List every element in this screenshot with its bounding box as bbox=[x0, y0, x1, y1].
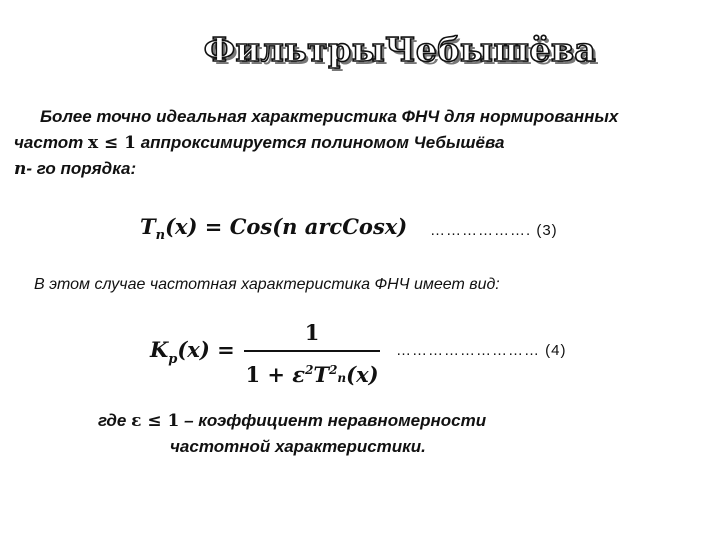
where-line-1 bbox=[98, 408, 698, 434]
where-clause bbox=[98, 408, 698, 460]
eq4-numerator: 1 bbox=[304, 320, 320, 345]
eq4-lhs-symbol: K bbox=[150, 337, 169, 362]
eq3-lhs: T bbox=[140, 214, 156, 239]
eq4-den-t-subscript: n bbox=[337, 371, 347, 385]
eq4-fraction bbox=[242, 318, 382, 385]
eq4-lhs bbox=[150, 337, 235, 367]
eq4-number: ……………………… (4) bbox=[396, 342, 567, 359]
fraction-bar bbox=[244, 350, 380, 352]
condition-math: x ≤ 1 bbox=[87, 133, 136, 153]
intro-line-3 bbox=[14, 156, 704, 182]
eq4-den-one: 1 + bbox=[245, 362, 293, 387]
intro-line-2-text: частот bbox=[14, 133, 88, 152]
eq4-den-epsilon: ε bbox=[292, 362, 306, 387]
eq4-den-arg: (x) bbox=[346, 362, 379, 387]
where-line-2: частотной характеристики. bbox=[170, 437, 426, 456]
order-variable: n bbox=[14, 159, 27, 179]
eq4-lhs-subscript: p bbox=[168, 352, 178, 367]
intro-line-2 bbox=[14, 130, 704, 156]
where-prefix: где bbox=[98, 411, 132, 430]
epsilon-condition: ε ≤ 1 bbox=[131, 411, 180, 431]
intro-paragraph bbox=[14, 104, 704, 182]
case-sentence: В этом случае частотная характеристика ФНЧ имеет вид: bbox=[34, 276, 500, 293]
eq4-den-t: T bbox=[313, 362, 330, 387]
eq3-body: (x) = Cos(n arcCosx) bbox=[165, 214, 408, 239]
eq3-number: ………………. (3) bbox=[430, 222, 558, 239]
equation-4 bbox=[150, 318, 710, 388]
intro-line-1: Более точно идеальная характеристика ФНЧ для нормированных bbox=[40, 107, 619, 126]
where-description: – коэффициент неравномерности bbox=[179, 411, 487, 430]
intro-line-3-text: - го порядка: bbox=[26, 159, 137, 178]
intro-line-2-rest: аппроксимируется полиномом Чебышёва bbox=[135, 133, 505, 152]
eq3-lhs-subscript: n bbox=[155, 228, 166, 243]
eq4-denominator bbox=[242, 355, 382, 385]
slide-title: ФильтрыЧебышёва bbox=[203, 30, 597, 69]
eq4-lhs-arg: (x) = bbox=[177, 337, 235, 362]
equation-3 bbox=[140, 214, 700, 250]
eq4-den-epsilon-power: 2 bbox=[305, 363, 314, 377]
eq4-den-t-power: 2 bbox=[329, 363, 338, 377]
